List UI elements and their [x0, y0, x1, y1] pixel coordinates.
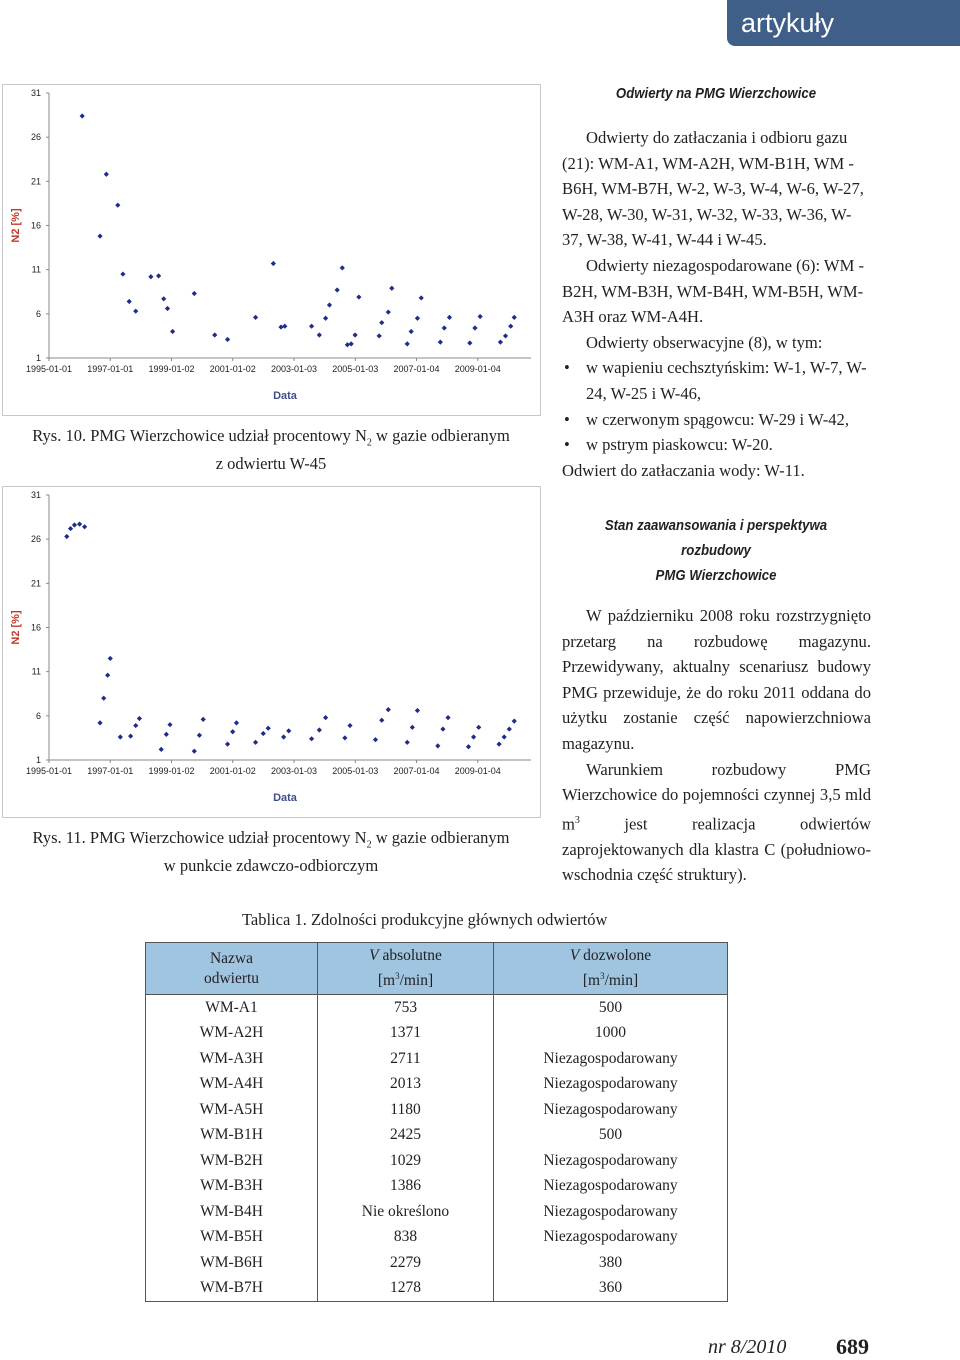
y-tick-label: 31: [30, 490, 41, 500]
y-tick-label: 1: [35, 755, 41, 765]
x-axis-title: Data: [273, 390, 297, 402]
header-v-allowed: V dozwolone $[m^3/\min]$: [494, 943, 728, 995]
table-row: [146, 1148, 728, 1174]
x-tick-label: 2005-01-03: [332, 766, 379, 776]
table-cell: WM-B2H: [146, 1148, 318, 1174]
data-point: [478, 314, 483, 319]
data-point: [212, 332, 217, 337]
data-point: [165, 306, 170, 311]
data-point: [120, 271, 125, 276]
data-point: [498, 340, 503, 345]
section-2-heading: [581, 513, 850, 588]
data-point: [253, 315, 258, 320]
y-tick-label: 16: [30, 622, 41, 633]
data-point: [309, 324, 314, 329]
data-point: [349, 341, 354, 346]
x-tick-label: 2003-01-03: [270, 364, 318, 374]
y-tick-label: 31: [30, 88, 41, 98]
section-1-body: [562, 125, 871, 483]
data-point: [440, 726, 445, 731]
y-tick-label: 26: [30, 534, 41, 545]
paragraph-text: jest realizacja odwiertów zaprojektowanych dla klastra C (południowo-wschodnia część struktury).: [562, 814, 871, 885]
table-cell: 1371: [318, 1021, 494, 1047]
data-point: [405, 740, 410, 745]
table-cell: WM-B3H: [146, 1174, 318, 1200]
data-point: [467, 340, 472, 345]
data-point: [471, 734, 476, 739]
table-row: [146, 1021, 728, 1047]
data-point: [286, 728, 291, 733]
data-point: [108, 656, 113, 661]
table-row: [146, 1250, 728, 1276]
page-number: 689: [836, 1334, 869, 1359]
x-tick-label: 1997-01-01: [87, 766, 134, 776]
figure-1-caption: [6, 425, 536, 474]
data-point: [335, 287, 340, 292]
table-cell: 1386: [318, 1174, 494, 1200]
data-point: [105, 673, 110, 678]
data-point: [512, 719, 517, 724]
data-point: [415, 316, 420, 321]
data-point: [137, 716, 142, 721]
data-point: [281, 734, 286, 739]
data-point: [164, 732, 169, 737]
data-point: [80, 113, 85, 118]
paragraph: Odwiert do zatłaczania wody: W-11.: [562, 460, 805, 480]
data-point: [345, 342, 350, 347]
data-point: [309, 736, 314, 741]
data-point: [72, 522, 77, 527]
data-point: [415, 708, 420, 713]
data-point: [508, 324, 513, 329]
data-point: [271, 261, 276, 266]
table-cell: Nie określono: [318, 1199, 494, 1225]
y-tick-label: 26: [30, 132, 41, 143]
table-cell: Niezagospodarowany: [494, 1199, 728, 1225]
x-tick-label: 1995-01-01: [25, 766, 73, 776]
data-point: [133, 723, 138, 728]
data-point: [317, 727, 322, 732]
x-tick-label: 2003-01-03: [270, 766, 318, 776]
data-point: [133, 309, 138, 314]
table-cell: WM-B4H: [146, 1199, 318, 1225]
x-tick-label: 1999-01-02: [148, 766, 195, 776]
data-point: [410, 725, 415, 730]
table-cell: Niezagospodarowany: [494, 1046, 728, 1072]
y-tick-label: 21: [30, 176, 41, 187]
y-tick-label: 11: [31, 666, 41, 677]
paragraph: Odwierty do zatłaczania i odbioru gazu (21): WM-A1, WM-A2H, WM-B1H, WM -B6H, WM-B7H, W-2, W-3, W-4, W-6, W-27, W-28, W-30, W-31, W-32, W-33, W-36, W-37, W-38, W-41, W-44 i W-45.: [562, 128, 864, 250]
data-point: [447, 315, 452, 320]
x-tick-label: 1995-01-01: [25, 364, 73, 374]
table-cell: WM-B6H: [146, 1250, 318, 1276]
table-row: [146, 1046, 728, 1072]
table-cell: WM-A3H: [146, 1046, 318, 1072]
table-cell: 2425: [318, 1123, 494, 1149]
data-point: [170, 329, 175, 334]
y-tick-label: 21: [30, 578, 41, 589]
data-point: [192, 291, 197, 296]
table-cell: 1180: [318, 1097, 494, 1123]
data-point: [234, 720, 239, 725]
section-1-heading: Odwierty na PMG Wierzchowice: [615, 85, 817, 102]
data-point: [377, 333, 382, 338]
caption-2-sub: 2: [366, 839, 372, 851]
data-point: [507, 726, 512, 731]
y-tick-label: 6: [35, 308, 41, 319]
x-tick-label: 2009-01-04: [454, 766, 501, 776]
paragraph: Odwierty niezagospodarowane (6): WM -B2H, WM-B3H, WM-B4H, WM-B5H, WM-A3H oraz WM-A4H.: [562, 255, 865, 327]
y-tick-label: 11: [31, 264, 41, 275]
chart-2-svg: [3, 487, 540, 817]
data-point: [192, 749, 197, 754]
data-point: [225, 337, 230, 342]
data-point: [323, 715, 328, 720]
section-2-body: [562, 603, 871, 888]
data-point: [278, 324, 283, 329]
data-point: [64, 534, 69, 539]
data-point: [327, 302, 332, 307]
x-tick-label: 2007-01-04: [393, 364, 440, 374]
data-point: [253, 740, 258, 745]
paragraph: W październiku 2008 roku rozstrzygnięto przetarg na rozbudowę magazynu. Przewidywany, aktualny scenariusz budowy PMG przewiduje, że do roku 2011 oddana do użytku zostanie część napowierzchniowa magazynu.: [562, 606, 871, 753]
table-cell: 2711: [318, 1046, 494, 1072]
data-point: [97, 234, 102, 239]
paragraph: Odwierty obserwacyjne (8), w tym:: [586, 332, 823, 352]
data-point: [266, 726, 271, 731]
x-tick-label: 1997-01-01: [87, 364, 134, 374]
caption-1-line2: z odwiertu W-45: [215, 454, 327, 474]
bullet-item: • w pstrym piaskowcu: W-20.: [562, 432, 871, 458]
data-point: [317, 332, 322, 337]
table-cell: 2279: [318, 1250, 494, 1276]
table-cell: 500: [494, 995, 728, 1021]
data-point: [77, 522, 82, 527]
header-v-absolute: V absolutne $[m^3/\min]$: [318, 943, 494, 995]
y-tick-label: 1: [35, 353, 41, 363]
table-cell: WM-A4H: [146, 1072, 318, 1098]
data-point: [389, 286, 394, 291]
section-tab: artykuły: [727, 0, 960, 46]
heading-line: rozbudowy: [681, 542, 751, 559]
data-point: [159, 747, 164, 752]
chart-1: [2, 84, 541, 416]
table-row: [146, 995, 728, 1021]
table-header-row: [146, 943, 728, 995]
heading-line: Stan zaawansowania i perspektywa: [604, 517, 828, 534]
bullet-item: • w czerwonym spągowcu: W-29 i W-42,: [562, 407, 871, 433]
table-cell: Niezagospodarowany: [494, 1174, 728, 1200]
data-point: [156, 273, 161, 278]
x-tick-label: 2007-01-04: [393, 766, 440, 776]
superscript: 3: [574, 814, 580, 826]
data-point: [442, 325, 447, 330]
table-cell: 1000: [494, 1021, 728, 1047]
table-cell: WM-B7H: [146, 1276, 318, 1302]
table-cell: 753: [318, 995, 494, 1021]
data-point: [373, 737, 378, 742]
heading-line: PMG Wierzchowice: [655, 567, 777, 584]
data-point: [225, 742, 230, 747]
x-tick-label: 2005-01-03: [332, 364, 379, 374]
data-point: [201, 717, 206, 722]
data-point: [127, 299, 132, 304]
header-well-name: Nazwa odwiertu: [146, 943, 318, 995]
data-point: [409, 329, 414, 334]
data-point: [82, 524, 87, 529]
data-point: [197, 733, 202, 738]
data-point: [435, 743, 440, 748]
data-point: [353, 332, 358, 337]
data-point: [115, 203, 120, 208]
data-point: [503, 333, 508, 338]
y-axis-title: N2 [%]: [10, 208, 22, 243]
table-caption: Tablica 1. Zdolności produkcyjne głównych odwiertów: [242, 910, 608, 929]
data-point: [438, 340, 443, 345]
table-cell: Niezagospodarowany: [494, 1148, 728, 1174]
caption-2-text-b: w gazie odbieranym: [371, 828, 510, 847]
table-cell: 2013: [318, 1072, 494, 1098]
data-point: [97, 720, 102, 725]
x-tick-label: 2001-01-02: [209, 364, 256, 374]
chart-1-svg: [3, 85, 540, 415]
data-point: [386, 707, 391, 712]
y-tick-label: 16: [30, 220, 41, 231]
table-cell: 500: [494, 1123, 728, 1149]
table-cell: WM-A2H: [146, 1021, 318, 1047]
y-axis-title: N2 [%]: [10, 610, 22, 645]
data-point: [148, 274, 153, 279]
y-tick-label: 6: [35, 710, 41, 721]
data-point: [261, 731, 266, 736]
data-point: [323, 316, 328, 321]
x-tick-label: 2001-01-02: [209, 766, 256, 776]
caption-1-text-b: w gazie odbieranym: [371, 426, 510, 445]
caption-2-line2: w punkcie zdawczo-odbiorczym: [163, 856, 379, 876]
table-cell: 360: [494, 1276, 728, 1302]
data-point: [379, 718, 384, 723]
data-point: [496, 742, 501, 747]
paragraph-text: Warunkiem rozbudowy PMG Wierzchowice do pojemności czynnej 3,5 mld m: [562, 759, 871, 834]
table-cell: 380: [494, 1250, 728, 1276]
table-cell: Niezagospodarowany: [494, 1225, 728, 1251]
table-cell: Niezagospodarowany: [494, 1072, 728, 1098]
table-cell: 1029: [318, 1148, 494, 1174]
bullet-item: • w wapieniu cechsztyńskim: W-1, W-7, W-24, W-25 i W-46,: [562, 355, 871, 406]
chart-2: [2, 486, 541, 818]
issue-label: nr 8/2010: [708, 1336, 787, 1358]
data-point: [282, 324, 287, 329]
table-cell: WM-B5H: [146, 1225, 318, 1251]
data-point: [128, 734, 133, 739]
data-point: [386, 309, 391, 314]
caption-2-text-a: Rys. 11. PMG Wierzchowice udział procentowy N: [32, 828, 367, 847]
table-cell: WM-B1H: [146, 1123, 318, 1149]
caption-1-text-a: Rys. 10. PMG Wierzchowice udział procentowy N: [32, 426, 367, 445]
data-point: [161, 296, 166, 301]
data-point: [342, 735, 347, 740]
data-point: [356, 294, 361, 299]
data-point: [347, 723, 352, 728]
table-cell: 838: [318, 1225, 494, 1251]
table-row: [146, 1225, 728, 1251]
data-point: [405, 341, 410, 346]
data-point: [167, 722, 172, 727]
data-point: [466, 744, 471, 749]
table-row: [146, 1276, 728, 1302]
caption-1-sub: 2: [366, 437, 372, 449]
data-point: [340, 265, 345, 270]
data-point: [230, 729, 235, 734]
data-point: [512, 315, 517, 320]
paragraph: [562, 757, 871, 889]
table-cell: WM-A5H: [146, 1097, 318, 1123]
x-axis-title: Data: [273, 792, 297, 804]
table-cell: WM-A1: [146, 995, 318, 1021]
data-point: [419, 295, 424, 300]
x-tick-label: 1999-01-02: [148, 364, 195, 374]
data-point: [476, 725, 481, 730]
data-point: [118, 734, 123, 739]
data-point: [101, 696, 106, 701]
data-point: [104, 172, 109, 177]
data-point: [502, 734, 507, 739]
data-point: [379, 320, 384, 325]
table-cell: Niezagospodarowany: [494, 1097, 728, 1123]
figure-2-caption: [6, 827, 536, 876]
table-row: [146, 1199, 728, 1225]
capacity-table: [145, 942, 728, 1302]
table-cell: 1278: [318, 1276, 494, 1302]
data-point: [472, 325, 477, 330]
table-row: [146, 1097, 728, 1123]
x-tick-label: 2009-01-04: [454, 364, 501, 374]
table-row: [146, 1174, 728, 1200]
table-row: [146, 1072, 728, 1098]
data-point: [445, 715, 450, 720]
table-row: [146, 1123, 728, 1149]
data-point: [68, 526, 73, 531]
